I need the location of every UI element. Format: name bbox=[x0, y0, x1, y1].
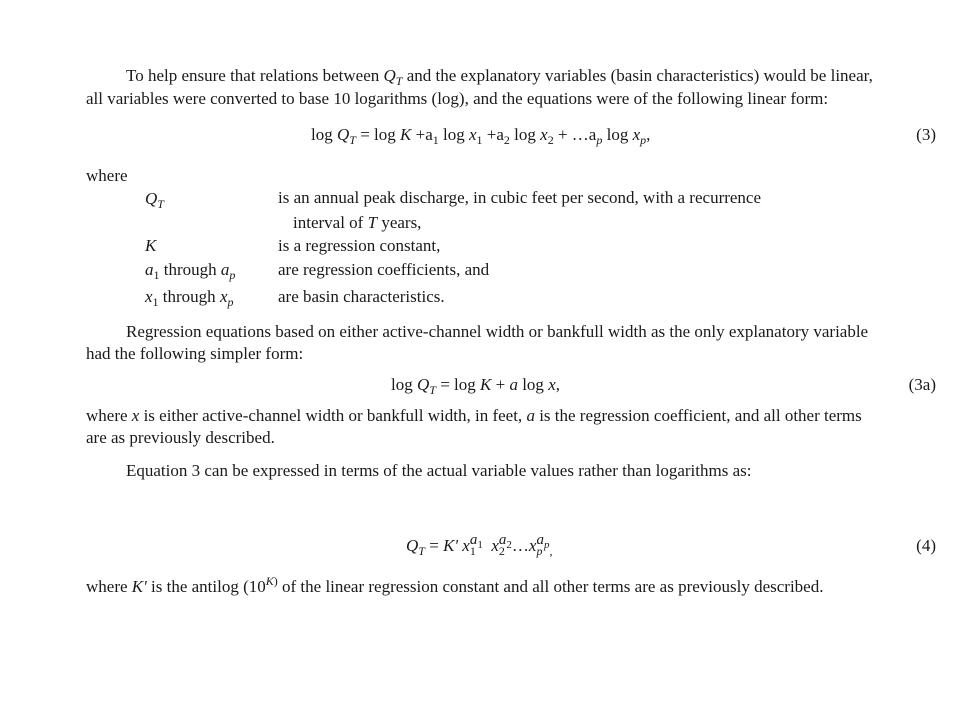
symbol-q: Q bbox=[383, 66, 396, 85]
eq-text: log bbox=[443, 125, 465, 144]
paragraph-3-line-2: are as previously described. bbox=[86, 428, 275, 447]
symbol-x: x bbox=[219, 287, 228, 306]
eq-sup-sub: p bbox=[543, 539, 550, 551]
eq-sup-sub: 2 bbox=[506, 539, 512, 551]
def-x-desc: are basin characteristics. bbox=[278, 287, 445, 306]
eq-q-symbol: Q bbox=[416, 375, 430, 394]
eq-sub: 2 bbox=[503, 133, 510, 147]
def-qt-desc-2 bbox=[293, 213, 421, 233]
eq-text: log bbox=[606, 125, 629, 144]
eq-sub: p bbox=[536, 544, 543, 558]
def-a-symbol bbox=[145, 260, 235, 280]
eq-k: K bbox=[480, 375, 492, 394]
eq-text: , bbox=[555, 375, 560, 394]
eq-text: log bbox=[522, 375, 544, 394]
eq-sup-a: a bbox=[498, 532, 507, 548]
eq-sub: 2 bbox=[547, 133, 554, 147]
sup-k: K bbox=[265, 574, 274, 588]
paragraph-4-line-1: Equation 3 can be expressed in terms of the actual variable values rather than logarithms as: bbox=[126, 461, 752, 480]
eq-x: x bbox=[462, 536, 470, 555]
text: interval of bbox=[293, 213, 364, 232]
eq-text: log bbox=[391, 375, 413, 394]
symbol-kprime: K' bbox=[131, 577, 147, 596]
equation-3-number: (3) bbox=[916, 125, 936, 144]
eq-sub: 2 bbox=[498, 544, 505, 558]
eq-text: , bbox=[646, 125, 651, 144]
subscript-t: T bbox=[395, 74, 403, 88]
eq-sub: p bbox=[640, 133, 647, 147]
eq-text: , bbox=[549, 544, 553, 558]
eq-text: +a bbox=[415, 125, 433, 144]
symbol-x: x bbox=[145, 287, 153, 306]
symbol-t: T bbox=[367, 213, 378, 232]
text: through bbox=[163, 260, 217, 279]
symbol-a: a bbox=[220, 260, 230, 279]
text: To help ensure that relations between bbox=[126, 66, 380, 85]
text: of the linear regression constant and all other terms are as previously described. bbox=[282, 577, 824, 596]
equation-4 bbox=[406, 532, 553, 561]
paragraph-1-line-1 bbox=[126, 66, 873, 86]
eq-text: + …a bbox=[557, 125, 597, 144]
paragraph-1-line-2 bbox=[86, 89, 828, 109]
def-qt-symbol bbox=[145, 189, 164, 209]
paragraph-2-line-2: had the following simpler form: bbox=[86, 344, 304, 363]
eq-sub: 1 bbox=[469, 544, 476, 558]
subscript-t: T bbox=[157, 197, 164, 211]
subscript-1: 1 bbox=[153, 268, 160, 282]
def-x-symbol bbox=[145, 287, 233, 307]
eq-kprime: K' bbox=[443, 536, 459, 555]
eq-sub: p bbox=[596, 133, 603, 147]
def-qt-desc-1: is an annual peak discharge, in cubic feet per second, with a recurrence bbox=[278, 188, 762, 207]
eq-q-sub: T bbox=[429, 383, 436, 397]
eq-x: x bbox=[632, 125, 641, 144]
eq-text: = bbox=[429, 536, 439, 555]
eq-text: = log bbox=[440, 375, 476, 394]
eq-q-symbol: Q bbox=[406, 536, 419, 555]
text: is the regression coefficient, and all other terms bbox=[539, 406, 862, 425]
text: is the antilog (10 bbox=[151, 577, 266, 596]
eq-sup-a: a bbox=[469, 532, 478, 548]
subscript-p: p bbox=[229, 268, 236, 282]
text: and the explanatory variables (basin characteristics) would be linear, bbox=[406, 66, 873, 85]
equation-3a-number: (3a) bbox=[908, 375, 936, 394]
eq-x: x bbox=[491, 536, 499, 555]
symbol-k: K bbox=[145, 236, 157, 255]
text: is either active-channel width or bankfull width, in feet, bbox=[143, 406, 523, 425]
eq-q-sub: T bbox=[418, 544, 425, 558]
symbol-a: a bbox=[526, 406, 535, 425]
eq-x: x bbox=[548, 375, 556, 394]
paragraph-2-line-1: Regression equations based on either active-channel width or bankfull width as the only explanatory variable bbox=[126, 322, 869, 341]
eq-sup-sub: 1 bbox=[477, 539, 483, 551]
eq-text: log bbox=[514, 125, 536, 144]
subscript-1: 1 bbox=[152, 295, 159, 309]
def-a-desc: are regression coefficients, and bbox=[278, 260, 490, 279]
eq-sub: 1 bbox=[476, 133, 483, 147]
symbol-q: Q bbox=[145, 189, 158, 208]
eq-sub: 1 bbox=[432, 133, 439, 147]
text: all variables were converted to base 10 logarithms (log), and the equations were of the following linear form: bbox=[86, 89, 829, 108]
text: years, bbox=[381, 213, 422, 232]
eq-a: a bbox=[509, 375, 518, 394]
eq-x: x bbox=[540, 125, 548, 144]
eq-text: + bbox=[495, 375, 506, 394]
equation-3 bbox=[311, 125, 650, 145]
eq-text: log bbox=[311, 125, 333, 144]
eq-x: x bbox=[468, 125, 477, 144]
eq-x: x bbox=[528, 536, 537, 555]
eq-text: = log bbox=[360, 125, 396, 144]
text: where bbox=[86, 406, 128, 425]
eq-q-sub: T bbox=[349, 133, 356, 147]
symbol-x: x bbox=[131, 406, 140, 425]
def-k-symbol bbox=[145, 236, 156, 256]
paragraph-3-line-1 bbox=[86, 406, 862, 426]
eq-text: … bbox=[511, 536, 529, 555]
text: where bbox=[86, 577, 128, 596]
eq-k: K bbox=[400, 125, 412, 144]
symbol-a: a bbox=[145, 260, 154, 279]
eq-sup-a: a bbox=[536, 532, 544, 548]
eq-text: +a bbox=[486, 125, 504, 144]
subscript-p: p bbox=[227, 295, 234, 309]
equation-4-number: (4) bbox=[916, 536, 936, 555]
eq-q-symbol: Q bbox=[336, 125, 350, 144]
paragraph-5-line-1: where K' is the antilog ($10^{K)}$ of the linear regression constant and all other terms are as previously described. bbox=[86, 574, 824, 596]
equation-3a bbox=[391, 375, 560, 395]
where-label: where bbox=[86, 166, 128, 185]
text: through bbox=[162, 287, 216, 306]
def-k-desc: is a regression constant, bbox=[278, 236, 441, 255]
